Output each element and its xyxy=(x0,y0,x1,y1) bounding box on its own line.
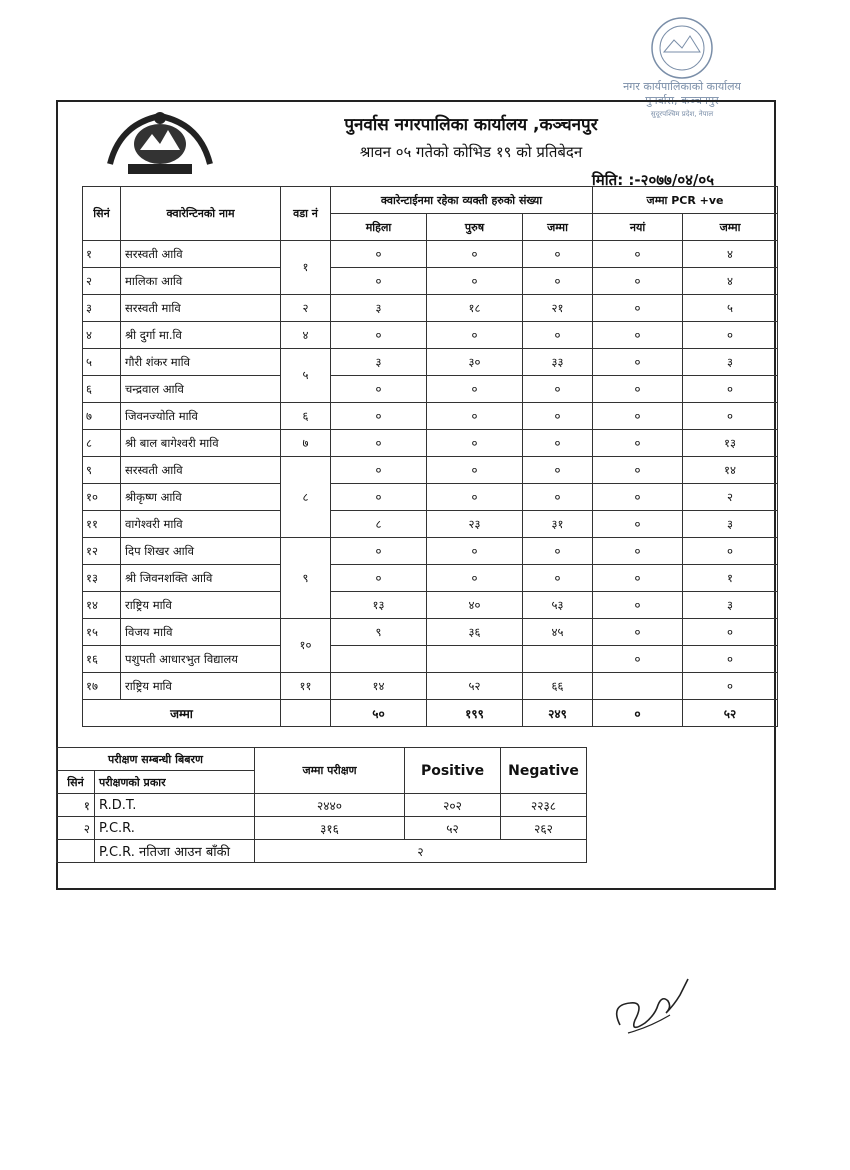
header-quarantine-count: क्वारेन्टाईनमा रहेका व्यक्ती हरुको संख्या xyxy=(331,187,593,214)
total-male: १९९ xyxy=(427,700,523,727)
row-name: राष्ट्रिय मावि xyxy=(121,673,281,700)
test-negative: २२३८ xyxy=(501,794,587,817)
row-total: ३१ xyxy=(523,511,593,538)
row-total: ० xyxy=(523,430,593,457)
test-negative: २६२ xyxy=(501,817,587,840)
row-male: ३० xyxy=(427,349,523,376)
test-type: P.C.R. xyxy=(95,817,255,840)
row-male xyxy=(427,646,523,673)
row-sn: १२ xyxy=(83,538,121,565)
row-total: ० xyxy=(523,322,593,349)
test-header-positive: Positive xyxy=(405,748,501,794)
header-sn: सिनं xyxy=(83,187,121,241)
row-name: श्री दुर्गा मा.वि xyxy=(121,322,281,349)
row-new: ० xyxy=(593,538,683,565)
row-sn: ११ xyxy=(83,511,121,538)
row-new: ० xyxy=(593,376,683,403)
row-total: ५३ xyxy=(523,592,593,619)
header-pcr-total: जम्मा xyxy=(683,214,778,241)
row-ward: ५ xyxy=(281,349,331,403)
row-female: ० xyxy=(331,565,427,592)
row-total xyxy=(523,646,593,673)
table-row xyxy=(83,349,778,376)
row-pcr-total: ३ xyxy=(683,592,778,619)
row-ward: ७ xyxy=(281,430,331,457)
row-ward: ४ xyxy=(281,322,331,349)
test-total: २४४० xyxy=(255,794,405,817)
row-female: ० xyxy=(331,268,427,295)
row-male: ३६ xyxy=(427,619,523,646)
header-new: नयां xyxy=(593,214,683,241)
row-sn: १३ xyxy=(83,565,121,592)
row-new: ० xyxy=(593,268,683,295)
row-new: ० xyxy=(593,403,683,430)
total-ward xyxy=(281,700,331,727)
row-name: सरस्वती मावि xyxy=(121,295,281,322)
row-name: वागेश्वरी मावि xyxy=(121,511,281,538)
row-ward: ९ xyxy=(281,538,331,619)
report-title: पुनर्वास नगरपालिका कार्यालय ,कञ्चनपुर xyxy=(344,115,598,135)
row-male: ० xyxy=(427,457,523,484)
row-female xyxy=(331,646,427,673)
row-sn: ७ xyxy=(83,403,121,430)
test-positive: ५२ xyxy=(405,817,501,840)
table-row xyxy=(83,646,778,673)
total-label: जम्मा xyxy=(83,700,281,727)
row-name: मालिका आवि xyxy=(121,268,281,295)
row-new: ० xyxy=(593,430,683,457)
row-ward: १० xyxy=(281,619,331,673)
row-sn: ४ xyxy=(83,322,121,349)
row-pcr-total: ० xyxy=(683,322,778,349)
row-name: दिप शिखर आवि xyxy=(121,538,281,565)
svg-text:सुदूरपश्चिम प्रदेश, नेपाल: सुदूरपश्चिम प्रदेश, नेपाल xyxy=(650,110,714,118)
total-row xyxy=(83,700,778,727)
row-pcr-total: ४ xyxy=(683,241,778,268)
row-name: गौरी शंकर मावि xyxy=(121,349,281,376)
row-pcr-total: ० xyxy=(683,538,778,565)
row-male: ० xyxy=(427,403,523,430)
table-row xyxy=(57,794,587,817)
table-row xyxy=(83,295,778,322)
row-new: ० xyxy=(593,457,683,484)
row-total: ६६ xyxy=(523,673,593,700)
test-section-title: परीक्षण सम्बन्धी बिबरण xyxy=(57,748,255,771)
row-female: १४ xyxy=(331,673,427,700)
row-pcr-total: ० xyxy=(683,376,778,403)
table-row xyxy=(83,376,778,403)
row-total: ० xyxy=(523,484,593,511)
table-row xyxy=(83,268,778,295)
row-male: ० xyxy=(427,268,523,295)
table-row xyxy=(83,538,778,565)
row-name: सरस्वती आवि xyxy=(121,457,281,484)
row-sn: १० xyxy=(83,484,121,511)
table-row xyxy=(83,673,778,700)
row-pcr-total: ५ xyxy=(683,295,778,322)
row-male: ० xyxy=(427,484,523,511)
row-total: ३३ xyxy=(523,349,593,376)
row-total: ० xyxy=(523,565,593,592)
row-name: चन्द्रवाल आवि xyxy=(121,376,281,403)
row-female: ० xyxy=(331,430,427,457)
header-pcr-positive: जम्मा PCR +ve xyxy=(593,187,778,214)
row-name: श्री जिवनशक्ति आवि xyxy=(121,565,281,592)
row-pcr-total: २ xyxy=(683,484,778,511)
svg-text:पुनर्वास, कञ्चनपुर: पुनर्वास, कञ्चनपुर xyxy=(645,94,719,107)
row-new: ० xyxy=(593,295,683,322)
row-name: राष्ट्रिय मावि xyxy=(121,592,281,619)
row-pcr-total: ० xyxy=(683,646,778,673)
row-name: सरस्वती आवि xyxy=(121,241,281,268)
row-pcr-total: ० xyxy=(683,673,778,700)
header-male: पुरुष xyxy=(427,214,523,241)
row-male: १८ xyxy=(427,295,523,322)
row-sn: १७ xyxy=(83,673,121,700)
row-male: ० xyxy=(427,430,523,457)
row-sn: १६ xyxy=(83,646,121,673)
row-sn: ९ xyxy=(83,457,121,484)
test-sn xyxy=(57,840,95,863)
row-female: ० xyxy=(331,376,427,403)
total-female: ५० xyxy=(331,700,427,727)
row-male: ० xyxy=(427,538,523,565)
row-sn: १४ xyxy=(83,592,121,619)
test-header-type: परीक्षणको प्रकार xyxy=(95,771,255,794)
row-male: ४० xyxy=(427,592,523,619)
row-female: ३ xyxy=(331,349,427,376)
row-new: ० xyxy=(593,646,683,673)
row-male: ० xyxy=(427,322,523,349)
row-female: ० xyxy=(331,457,427,484)
report-document xyxy=(56,100,776,890)
row-total: ० xyxy=(523,376,593,403)
report-date: मिति: :-२०७७/०४/०५ xyxy=(591,171,714,189)
header-total: जम्मा xyxy=(523,214,593,241)
report-header xyxy=(58,102,774,189)
row-male: ० xyxy=(427,241,523,268)
row-female: ० xyxy=(331,322,427,349)
row-name: श्री बाल बागेश्वरी मावि xyxy=(121,430,281,457)
table-row xyxy=(83,592,778,619)
table-row xyxy=(83,457,778,484)
row-ward: ६ xyxy=(281,403,331,430)
test-positive: २०२ xyxy=(405,794,501,817)
row-ward: ११ xyxy=(281,673,331,700)
row-total: ० xyxy=(523,457,593,484)
row-sn: ५ xyxy=(83,349,121,376)
row-new: ० xyxy=(593,619,683,646)
table-row xyxy=(83,241,778,268)
row-pcr-total: १३ xyxy=(683,430,778,457)
quarantine-table xyxy=(82,186,778,727)
table-row xyxy=(83,484,778,511)
row-female: १३ xyxy=(331,592,427,619)
row-total: २१ xyxy=(523,295,593,322)
row-female: ३ xyxy=(331,295,427,322)
table-row xyxy=(57,817,587,840)
row-female: ० xyxy=(331,484,427,511)
row-male: ५२ xyxy=(427,673,523,700)
row-female: ८ xyxy=(331,511,427,538)
row-new: ० xyxy=(593,484,683,511)
total-new: ० xyxy=(593,700,683,727)
row-new: ० xyxy=(593,592,683,619)
row-ward: ८ xyxy=(281,457,331,538)
table-row xyxy=(83,565,778,592)
row-female: ० xyxy=(331,403,427,430)
report-subtitle: श्रावन ०५ गतेको कोभिड १९ को प्रतिबेदन xyxy=(359,143,583,161)
test-pending-value: २ xyxy=(255,840,587,863)
row-pcr-total: ० xyxy=(683,619,778,646)
total-pcr-total: ५२ xyxy=(683,700,778,727)
row-total: ० xyxy=(523,538,593,565)
row-pcr-total: ० xyxy=(683,403,778,430)
row-new: ० xyxy=(593,511,683,538)
header-ward: वडा नं xyxy=(281,187,331,241)
test-type: R.D.T. xyxy=(95,794,255,817)
test-header-total: जम्मा परीक्षण xyxy=(255,748,405,794)
row-female: ० xyxy=(331,241,427,268)
row-sn: १५ xyxy=(83,619,121,646)
signature xyxy=(600,965,700,1045)
row-male: ० xyxy=(427,565,523,592)
total-total: २४९ xyxy=(523,700,593,727)
row-male: ० xyxy=(427,376,523,403)
row-total: ० xyxy=(523,403,593,430)
svg-text:नगर कार्यपालिकाको कार्यालय: नगर कार्यपालिकाको कार्यालय xyxy=(623,80,741,93)
row-name: विजय मावि xyxy=(121,619,281,646)
row-pcr-total: ३ xyxy=(683,349,778,376)
row-total: ४५ xyxy=(523,619,593,646)
table-row xyxy=(83,430,778,457)
row-pcr-total: ३ xyxy=(683,511,778,538)
row-pcr-total: १ xyxy=(683,565,778,592)
test-sn: २ xyxy=(57,817,95,840)
row-sn: २ xyxy=(83,268,121,295)
row-sn: १ xyxy=(83,241,121,268)
test-total: ३१६ xyxy=(255,817,405,840)
table-row xyxy=(83,619,778,646)
test-summary-table xyxy=(56,747,587,863)
row-female: ० xyxy=(331,538,427,565)
row-male: २३ xyxy=(427,511,523,538)
row-name: श्रीकृष्ण आवि xyxy=(121,484,281,511)
header-female: महिला xyxy=(331,214,427,241)
row-pcr-total: ४ xyxy=(683,268,778,295)
test-pending-label: P.C.R. नतिजा आउन बाँकी xyxy=(95,840,255,863)
row-female: ९ xyxy=(331,619,427,646)
row-ward: २ xyxy=(281,295,331,322)
table-row xyxy=(83,403,778,430)
row-sn: ६ xyxy=(83,376,121,403)
row-total: ० xyxy=(523,268,593,295)
header-name: क्वारेन्टिनको नाम xyxy=(121,187,281,241)
row-new: ० xyxy=(593,241,683,268)
row-sn: ८ xyxy=(83,430,121,457)
test-header-negative: Negative xyxy=(501,748,587,794)
test-header-sn: सिनं xyxy=(57,771,95,794)
table-row xyxy=(83,511,778,538)
row-sn: ३ xyxy=(83,295,121,322)
row-new: ० xyxy=(593,565,683,592)
row-total: ० xyxy=(523,241,593,268)
row-new xyxy=(593,673,683,700)
test-sn: १ xyxy=(57,794,95,817)
row-new: ० xyxy=(593,349,683,376)
row-name: पशुपती आधारभुत विद्यालय xyxy=(121,646,281,673)
row-new: ० xyxy=(593,322,683,349)
table-row xyxy=(57,840,587,863)
row-ward: १ xyxy=(281,241,331,295)
table-row xyxy=(83,322,778,349)
row-name: जिवनज्योति मावि xyxy=(121,403,281,430)
row-pcr-total: १४ xyxy=(683,457,778,484)
